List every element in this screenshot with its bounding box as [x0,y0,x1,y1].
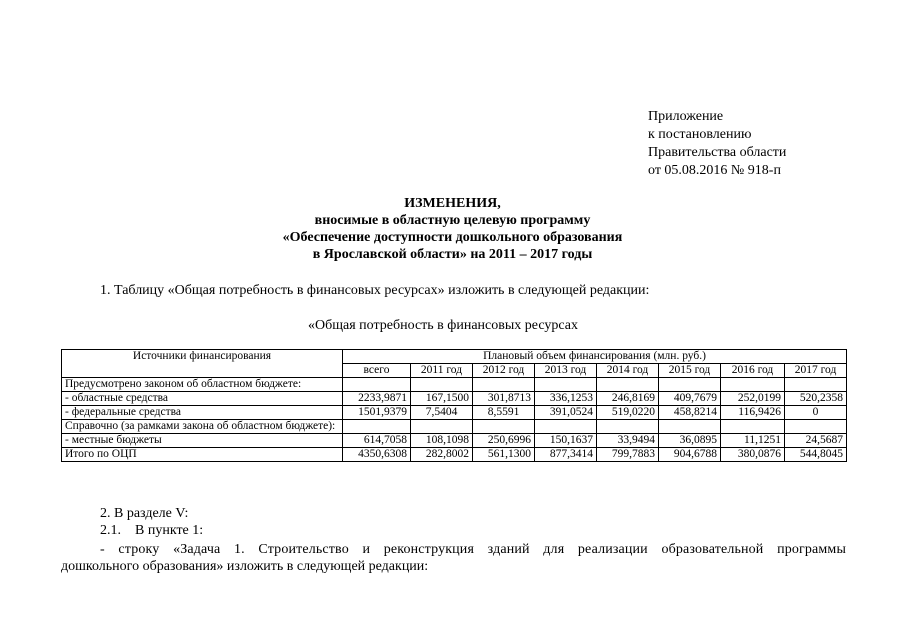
paragraph-2: 2. В разделе V: [100,506,189,521]
cell-value: 8,5591 [473,406,535,420]
row-label: - федеральные средства [62,406,343,420]
column-header: 2014 год [597,364,659,378]
financing-table [61,349,847,462]
column-header: всего [343,364,411,378]
column-header: 2015 год [659,364,721,378]
cell-value: 150,1637 [535,434,597,448]
row-label: Итого по ОЦП [62,448,343,462]
section-row [62,378,847,392]
section-label: Предусмотрено законом об областном бюджете: [62,378,343,392]
column-header: 2013 год [535,364,597,378]
cell-value: 108,1098 [411,434,473,448]
cell-value: 519,0220 [597,406,659,420]
column-header: 2016 год [721,364,785,378]
cell-value: 336,1253 [535,392,597,406]
cell-value: 301,8713 [473,392,535,406]
cell-value: 167,1500 [411,392,473,406]
table-row [62,392,847,406]
paragraph-2-2-continued: дошкольного образования» изложить в следующей редакции: [61,559,429,574]
cell-value: 0 [785,406,847,420]
cell-value: 7,5404 [411,406,473,420]
cell-value: 877,3414 [535,448,597,462]
cell-value: 24,5687 [785,434,847,448]
cell-value: 246,8169 [597,392,659,406]
total-row [62,448,847,462]
row-label: - областные средства [62,392,343,406]
cell-value: 409,7679 [659,392,721,406]
header-source: Источники финансирования [62,350,343,378]
cell-value: 282,8002 [411,448,473,462]
cell-value: 614,7058 [343,434,411,448]
title-line: вносимые в областную целевую программу [314,213,591,228]
row-label: - местные бюджеты [62,434,343,448]
appendix-date-line: от 05.08.2016 № 918-п [648,163,781,178]
paragraph-2-2: - строку «Задача 1. Строительство и реконструкция зданий для реализации образовательной программы [100,542,846,557]
title-line: в Ярославской области» на 2011 – 2017 годы [312,247,593,262]
appendix-line: к постановлению [648,127,752,142]
column-header: 2011 год [411,364,473,378]
paragraph-1: 1. Таблицу «Общая потребность в финансовых ресурсах» изложить в следующей редакции: [100,283,650,298]
cell-value: 250,6996 [473,434,535,448]
table-row [62,406,847,420]
cell-value: 799,7883 [597,448,659,462]
title-line: «Обеспечение доступности дошкольного образования [282,230,623,245]
cell-value: 33,9494 [597,434,659,448]
table-row [62,434,847,448]
cell-value: 544,8045 [785,448,847,462]
title-line: ИЗМЕНЕНИЯ, [404,196,501,211]
cell-value: 116,9426 [721,406,785,420]
column-header: 2012 год [473,364,535,378]
cell-value: 36,0895 [659,434,721,448]
cell-value: 561,1300 [473,448,535,462]
cell-value: 4350,6308 [343,448,411,462]
section-row [62,420,847,434]
appendix-line: Приложение [648,109,724,124]
header-plan: Плановый объем финансирования (млн. руб.) [343,350,847,364]
cell-value: 1501,9379 [343,406,411,420]
cell-value: 11,1251 [721,434,785,448]
document-title [0,195,905,263]
cell-value: 904,6788 [659,448,721,462]
paragraph-2-1: 2.1. В пункте 1: [100,523,204,538]
cell-value: 458,8214 [659,406,721,420]
column-header: 2017 год [785,364,847,378]
cell-value: 252,0199 [721,392,785,406]
appendix-line: Правительства области [648,145,787,160]
section-label: Справочно (за рамками закона об областном бюджете): [62,420,343,434]
cell-value: 380,0876 [721,448,785,462]
table-caption: «Общая потребность в финансовых ресурсах [308,318,578,333]
appendix-block [648,108,786,180]
cell-value: 2233,9871 [343,392,411,406]
cell-value: 520,2358 [785,392,847,406]
cell-value: 391,0524 [535,406,597,420]
